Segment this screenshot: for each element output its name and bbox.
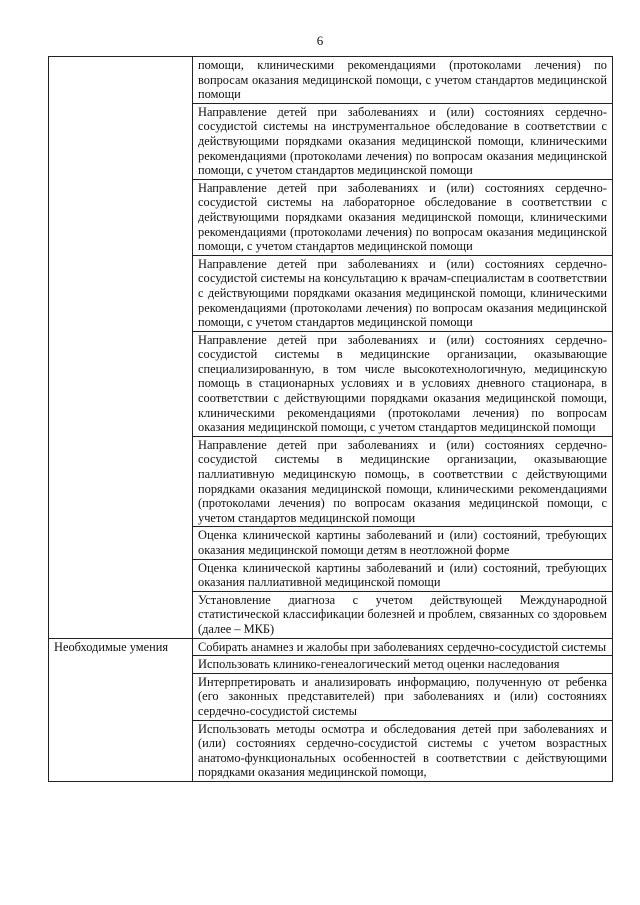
table-row [49,638,613,656]
table-cell-text: Направление детей при заболеваниях и (или) состояниях сердечно-сосудистой системы в медицинские организации, оказывающие специализированную, в том числе высокотехнологичную, медицинскую помощь в стационарных условиях и в условиях дневного стационара, в соответствии с действующими порядками оказания медицинской помощи, клиническими рекомендациями (протоколами лечения) по вопросам оказания медицинской помощи, с учетом стандартов медицинской помощи [193,331,613,436]
table-cell-text: Направление детей при заболеваниях и (или) состояниях сердечно-сосудистой системы на инструментальное обследование в соответствии с действующими порядками оказания медицинской помощи, клиническими рекомендациями (протоколами лечения) по вопросам оказания медицинской помощи, с учетом стандартов медицинской помощи [193,103,613,179]
table-cell-text: Направление детей при заболеваниях и (или) состояниях сердечно-сосудистой системы на лабораторное обследование в соответствии с действующими порядками оказания медицинской помощи, клиническими рекомендациями (протоколами лечения) по вопросам оказания медицинской помощи, с учетом стандартов медицинской помощи [193,179,613,255]
table-cell-text: Использовать клинико-генеалогический метод оценки наследования [193,656,613,674]
section-label-necessary-skills: Необходимые умения [49,638,193,781]
page-number: 6 [316,33,324,48]
table-cell-label [49,57,193,639]
requirements-table [48,56,613,782]
table-cell-text: Собирать анамнез и жалобы при заболеваниях сердечно-сосудистой системы [193,638,613,656]
table-cell-text: Использовать методы осмотра и обследования детей при заболеваниях и (или) состояниях сердечно-сосудистой системы с учетом возрастных анатомо-функциональных особенностей в соответствии с действующими порядками оказания медицинской помощи, [193,720,613,781]
table-cell-text: Установление диагноза с учетом действующей Международной статистической классификации болезней и проблем, связанных со здоровьем (далее – МКБ) [193,591,613,638]
table-cell-text: Оценка клинической картины заболеваний и (или) состояний, требующих оказания паллиативной медицинской помощи [193,559,613,591]
table-cell-text: Направление детей при заболеваниях и (или) состояниях сердечно-сосудистой системы в медицинские организации, оказывающие паллиативную медицинскую помощь, в соответствии с действующими порядками оказания медицинской помощи, клиническими рекомендациями (протоколами лечения) по вопросам оказания медицинской помощи, с учетом стандартов медицинской помощи [193,436,613,527]
table-cell-text: помощи, клиническими рекомендациями (протоколами лечения) по вопросам оказания медицинской помощи, с учетом стандартов медицинской помощи [193,57,613,104]
table-cell-text: Направление детей при заболеваниях и (или) состояниях сердечно-сосудистой системы на консультацию к врачам-специалистам в соответствии с действующими порядками оказания медицинской помощи, клиническими рекомендациями (протоколами лечения) по вопросам оказания медицинской помощи, с учетом стандартов медицинской помощи [193,255,613,331]
table-cell-text: Оценка клинической картины заболеваний и (или) состояний, требующих оказания медицинской помощи детям в неотложной форме [193,527,613,559]
table-row [49,57,613,104]
table-cell-text: Интерпретировать и анализировать информацию, полученную от ребенка (его законных представителей) при заболеваниях и (или) состояниях сердечно-сосудистой системы [193,673,613,720]
